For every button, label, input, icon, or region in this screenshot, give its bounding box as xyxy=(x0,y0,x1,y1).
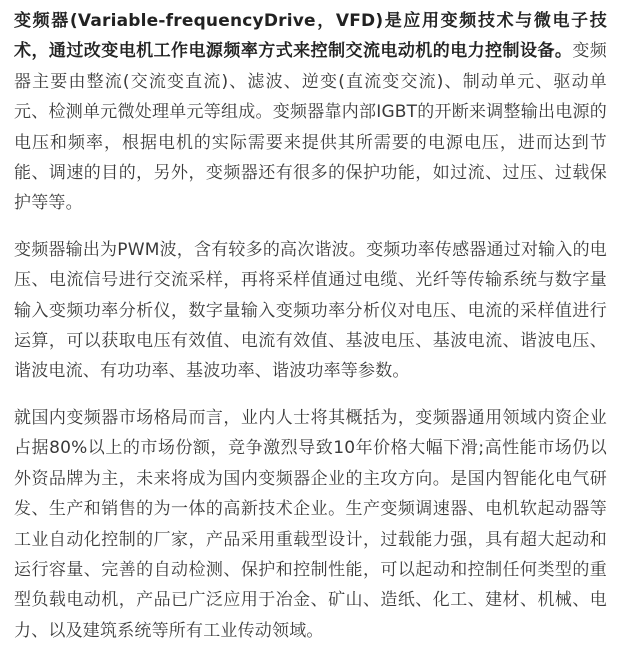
intro-bold-definition: 变频器(Variable-frequencyDrive，VFD)是应用变频技术与微电子技术，通过改变电机工作电源频率方式来控制交流电动机的电力控制设备。 xyxy=(14,11,607,62)
intro-text: 变频器主要由整流(交流变直流)、滤波、逆变(直流变交流)、制动单元、驱动单元、检测单元微处理单元等组成。变频器靠内部IGBT的开断来调整输出电源的电压和频率，根据电机的实际需要来提供其所需要的电源电压，进而达到节能、调速的目的，另外，变频器还有很多的保护功能，如过流、过压、过载保护等等。 xyxy=(14,41,607,214)
paragraph-intro xyxy=(14,6,607,219)
paragraph-pwm-output: 变频器输出为PWM波，含有较多的高次谐波。变频功率传感器通过对输入的电压、电流信号进行交流采样，再将采样值通过电缆、光纤等传输系统与数字量输入变频功率分析仪，数字量输入变频功率分析仪对电压、电流的采样值进行运算，可以获取电压有效值、电流有效值、基波电压、基波电流、谐波电压、谐波电流、有功功率、基波功率、谐波功率等参数。 xyxy=(14,239,607,382)
paragraph-market: 就国内变频器市场格局而言，业内人士将其概括为，变频器通用领域内资企业占据80%以上的市场份额，竞争激烈导致10年价格大幅下滑;高性能市场仍以外资品牌为主，未来将成为国内变频器企业的主攻方向。是国内智能化电气研发、生产和销售的为一体的高新技术企业。生产变频调速器、电机软起动器等工业自动化控制的厂家，产品采用重载型设计，过载能力强，具有超大起动和运行容量、完善的自动检测、保护和控制性能，可以起动和控制任何类型的重型负载电动机，产品已广泛应用于冶金、矿山、造纸、化工、建材、机械、电力、以及建筑系统等所有工业传动领域。 xyxy=(14,407,607,641)
